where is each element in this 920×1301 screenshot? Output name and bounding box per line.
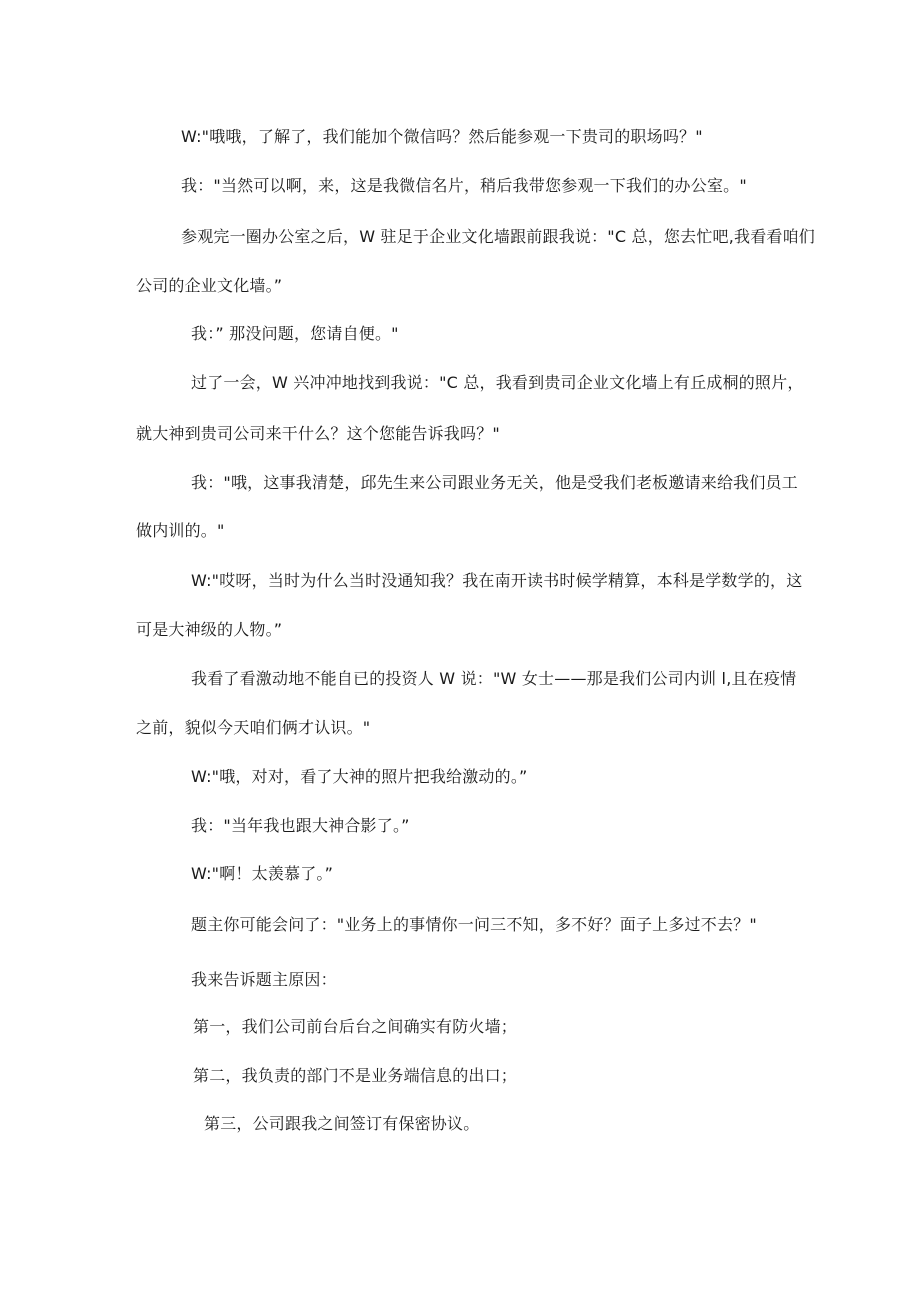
text-line: W:"哦，对对，看了大神的照片把我给激动的。” xyxy=(191,767,528,786)
text-line: 参观完一圈办公室之后，W 驻足于企业文化墙跟前跟我说："C 总，您去忙吧,我看看咱们 xyxy=(181,227,816,246)
text-line: 第一，我们公司前台后台之间确实有防火墙； xyxy=(193,1017,518,1036)
text-line: 我："当然可以啊，来，这是我微信名片，稍后我带您参观一下我们的办公室。" xyxy=(181,176,747,195)
text-line: 就大神到贵司公司来干什么？这个您能告诉我吗？" xyxy=(136,424,500,443)
text-line: 第二，我负责的部门不是业务端信息的出口； xyxy=(193,1066,518,1085)
text-line: 第三，公司跟我之间签订有保密协议。 xyxy=(204,1114,480,1133)
text-line: 我来告诉题主原因： xyxy=(191,970,337,989)
text-line: 我："当年我也跟大神合影了。” xyxy=(191,816,410,835)
text-line: 可是大神级的人物。” xyxy=(136,620,283,639)
text-line: W:"哎呀，当时为什么当时没通知我？我在南开读书时候学精算，本科是学数学的，这 xyxy=(191,571,803,590)
text-line: 之前，貌似今天咱们俩才认识。" xyxy=(136,718,371,737)
text-line: 我："哦，这事我清楚，邱先生来公司跟业务无关，他是受我们老板邀请来给我们员工 xyxy=(191,473,798,492)
text-line: 公司的企业文化墙。” xyxy=(136,276,283,295)
text-line: W:"啊！太羡慕了。” xyxy=(191,864,334,883)
text-line: W:"哦哦，了解了，我们能加个微信吗？然后能参观一下贵司的职场吗？" xyxy=(181,127,703,146)
text-line: 做内训的。" xyxy=(136,521,225,540)
text-line: 过了一会，W 兴冲冲地找到我说："C 总，我看到贵司企业文化墙上有丘成桐的照片， xyxy=(191,373,804,392)
text-line: 我：” 那没问题，您请自便。" xyxy=(191,324,399,343)
text-line: 题主你可能会问了："业务上的事情你一问三不知，多不好？面子上多过不去？" xyxy=(191,915,757,934)
text-line: 我看了看激动地不能自已的投资人 W 说："W 女士——那是我们公司内训 l,且在疫情 xyxy=(191,669,797,688)
